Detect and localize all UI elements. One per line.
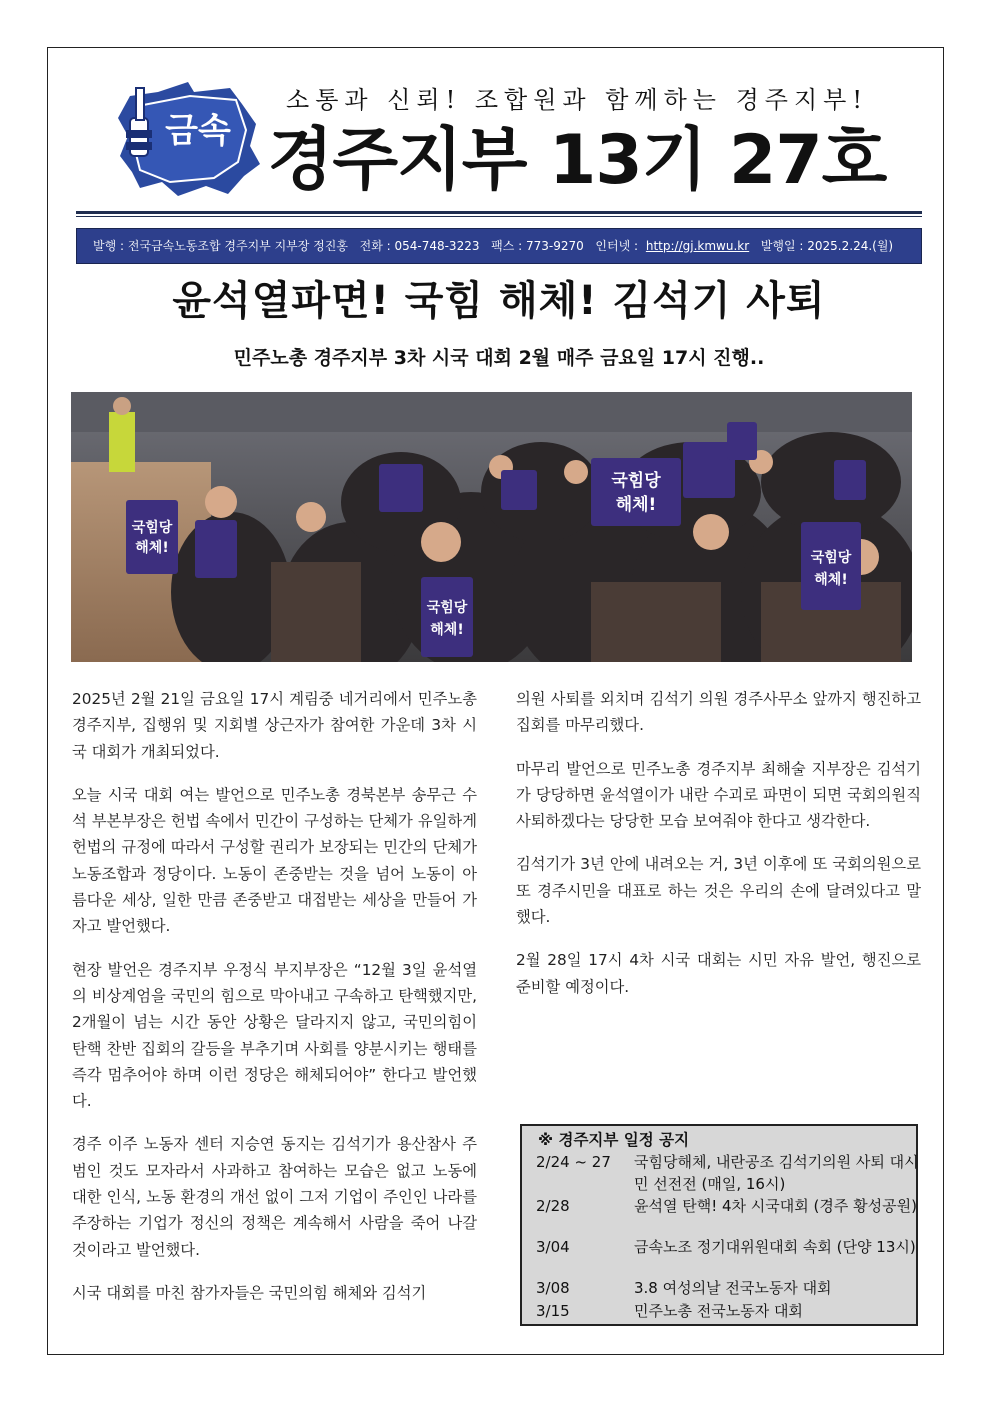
sign-text: 국힘당 <box>810 550 852 566</box>
article-right-column <box>516 686 921 1017</box>
schedule-event: 3.8 여성의날 전국노동자 대회 <box>634 1279 832 1297</box>
rally-photo <box>71 392 912 662</box>
issue-title: 경주지부 13기 27호 <box>267 121 887 200</box>
paragraph: 오늘 시국 대회 여는 발언으로 민주노총 경북본부 송무근 수석 부본부장은 헌법 속에서 민간이 구성하는 단체가 유일하게 헌법의 규정에 따라서 구성할 권리가 보장되는 민간의 단체가 노동조합과 정당이다. 노동이 존중받는 것을 넘어 노동이 아름다운 세상, 일한 만큼 존중받고 대접받는 세상을 만들어 가자고 발언했다. <box>72 785 477 936</box>
website-link[interactable]: http://gj.kmwu.kr <box>645 239 750 253</box>
issue-date: 발행일 : 2025.2.24.(월) <box>760 239 894 253</box>
header-rule <box>76 211 922 214</box>
paragraph: 현장 발언은 경주지부 우정식 부지부장은 “12월 3일 윤석열의 비상계엄을 국민의 힘으로 막아내고 구속하고 탄핵했지만, 2개월이 넘는 시간 동안 상황은 달라지지 않고, 국민의힘이 탄핵 찬반 집회의 갈등을 부추기며 사회를 양분시키는 행태를 즉각 멈추어야 하며 이런 정당은 해체되어야” 한다고 발언했다. <box>72 960 477 1111</box>
header-rule-thin <box>76 216 922 217</box>
schedule-date: 3/15 <box>536 1302 570 1320</box>
sign-text: 해체! <box>135 540 169 556</box>
sign-text: 국힘당 <box>426 600 468 616</box>
schedule-event: 윤석열 탄핵! 4차 시국대회 (경주 황성공원) <box>634 1197 917 1215</box>
paragraph: 의원 사퇴를 외치며 김석기 의원 경주사무소 앞까지 행진하고 집회를 마무리했다. <box>516 690 921 735</box>
schedule-date: 3/04 <box>536 1238 570 1256</box>
article-left-column <box>72 686 477 1323</box>
schedule-event: 국힘당해체, 내란공조 김석기의원 사퇴 대시민 선전전 (매일, 16시) <box>634 1153 919 1193</box>
schedule-date: 3/08 <box>536 1279 570 1297</box>
logo-text: 금속 <box>165 111 231 151</box>
kmwu-logo <box>110 78 268 198</box>
sign-text: 해체! <box>615 495 657 515</box>
paragraph: 김석기가 3년 안에 내려오는 거, 3년 이후에 또 국회의원으로 또 경주시민을 대표로 하는 것은 우리의 손에 달려있다고 말했다. <box>516 855 921 927</box>
paragraph: 2025년 2월 21일 금요일 17시 계림중 네거리에서 민주노총 경주지부, 집행위 및 지회별 상근자가 참여한 가운데 3차 시국 대회가 개최되었다. <box>72 690 477 761</box>
sign-text: 국힘당 <box>611 471 661 491</box>
schedule-date: 2/24 ~ 27 <box>536 1153 611 1171</box>
headline: 윤석열파면! 국힘 해체! 김석기 사퇴 <box>172 278 826 324</box>
subheadline: 민주노총 경주지부 3차 시국 대회 2월 매주 금요일 17시 진행.. <box>233 347 765 369</box>
phone: 전화 : 054-748-3223 <box>359 239 480 253</box>
fax: 팩스 : 773-9270 <box>491 239 584 253</box>
paragraph: 경주 이주 노동자 센터 지승연 동지는 김석기가 용산참사 주범인 것도 모자라서 사과하고 참여하는 모습은 없고 노동에 대한 인식, 노동 환경의 개선 없이 그저 기업이 주인인 나라를 주장하는 기업가 정신의 정책은 계속해서 사람을 죽어 나갈 것이라고 발언했다. <box>72 1135 477 1259</box>
internet-label: 인터넷 : <box>595 239 639 253</box>
paragraph: 마무리 발언으로 민주노총 경주지부 최해술 지부장은 김석기가 당당하면 윤석열이가 내란 수괴로 파면이 되면 국회의원직 사퇴하겠다는 당당한 모습 보여줘야 한다고 생각한다. <box>516 759 921 831</box>
slogan: 소통과 신뢰! 조합원과 함께하는 경주지부! <box>286 86 868 114</box>
schedule-notice <box>520 1124 918 1326</box>
schedule-date: 2/28 <box>536 1197 570 1215</box>
publication-bar <box>76 228 922 264</box>
paragraph: 2월 28일 17시 4차 시국 대회는 시민 자유 발언, 행진으로 준비할 예정이다. <box>516 951 921 996</box>
sign-text: 국힘당 <box>131 520 173 536</box>
paragraph: 시국 대회를 마친 참가자들은 국민의힘 해체와 김석기 <box>72 1283 427 1302</box>
notice-title: ※ 경주지부 일정 공지 <box>538 1131 690 1149</box>
schedule-event: 금속노조 정기대위원대회 속회 (단양 13시) <box>634 1238 916 1256</box>
sign-text: 해체! <box>814 572 848 588</box>
sign-text: 해체! <box>430 622 464 638</box>
publisher: 발행 : 전국금속노동조합 경주지부 지부장 정진홍 <box>93 239 348 253</box>
schedule-event: 민주노총 전국노동자 대회 <box>634 1302 803 1320</box>
